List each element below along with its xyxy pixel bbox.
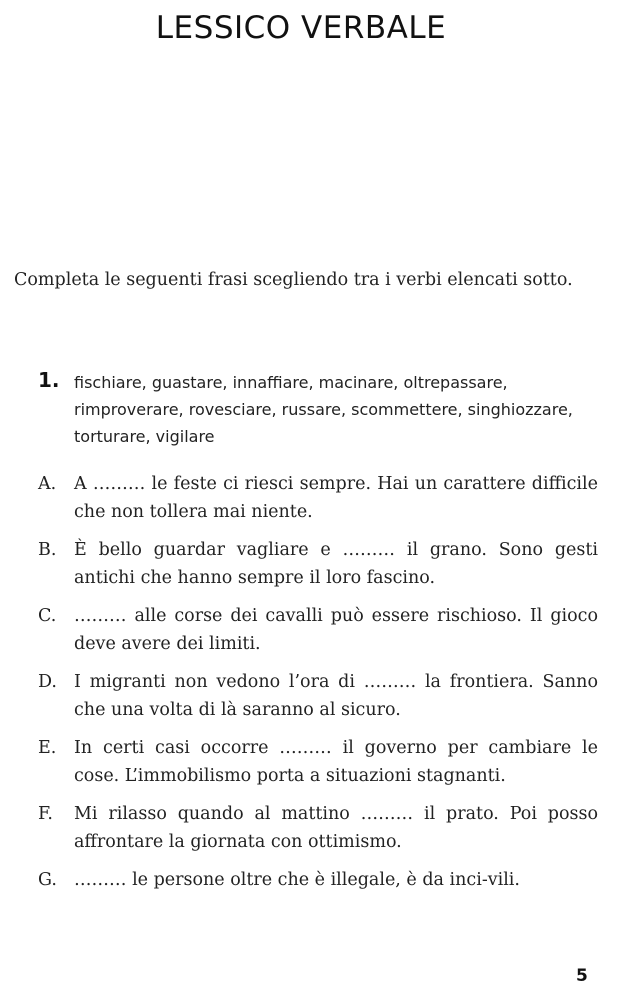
- sentence-item-c: [38, 602, 598, 658]
- item-text: ……… alle corse dei cavalli può essere rischioso. Il gioco deve avere dei limiti.: [74, 606, 598, 654]
- sentence-list: [38, 470, 598, 904]
- item-label: F.: [38, 804, 53, 824]
- item-label: A.: [38, 474, 57, 494]
- item-label: E.: [38, 738, 57, 758]
- sentence-item-e: [38, 734, 598, 790]
- sentence-item-b: [38, 536, 598, 592]
- exercise-number: 1.: [38, 368, 60, 392]
- item-text: I migranti non vedono l’ora di ……… la frontiera. Sanno che una volta di là saranno al sicuro.: [74, 672, 598, 720]
- sentence-item-g: [38, 866, 598, 894]
- item-text: È bello guardar vagliare e ……… il grano. Sono gesti antichi che hanno sempre il loro fascino.: [74, 540, 598, 588]
- sentence-item-a: [38, 470, 598, 526]
- item-text: A ……… le feste ci riesci sempre. Hai un carattere difficile che non tollera mai niente.: [74, 474, 598, 522]
- page-title: LESSICO VERBALE: [155, 10, 447, 46]
- item-text: In certi casi occorre ……… il governo per cambiare le cose. L’immobilismo porta a situazioni stagnanti.: [74, 738, 598, 786]
- sentence-item-d: [38, 668, 598, 724]
- item-label: G.: [38, 870, 57, 890]
- page-number: 5: [576, 966, 588, 986]
- instructions: Completa le seguenti frasi scegliendo tra i verbi elencati sotto.: [14, 270, 573, 290]
- item-text: Mi rilasso quando al mattino ……… il prato. Poi posso affrontare la giornata con ottimismo.: [74, 804, 598, 852]
- item-label: C.: [38, 606, 57, 626]
- sentence-item-f: [38, 800, 598, 856]
- item-text: ……… le persone oltre che è illegale, è da inci-vili.: [74, 870, 520, 890]
- item-label: B.: [38, 540, 57, 560]
- verb-list: fischiare, guastare, innaffiare, macinare, oltrepassare, rimproverare, rovesciare, russare, scommettere, singhiozzare, torturare, vigilare: [74, 373, 573, 446]
- item-label: D.: [38, 672, 57, 692]
